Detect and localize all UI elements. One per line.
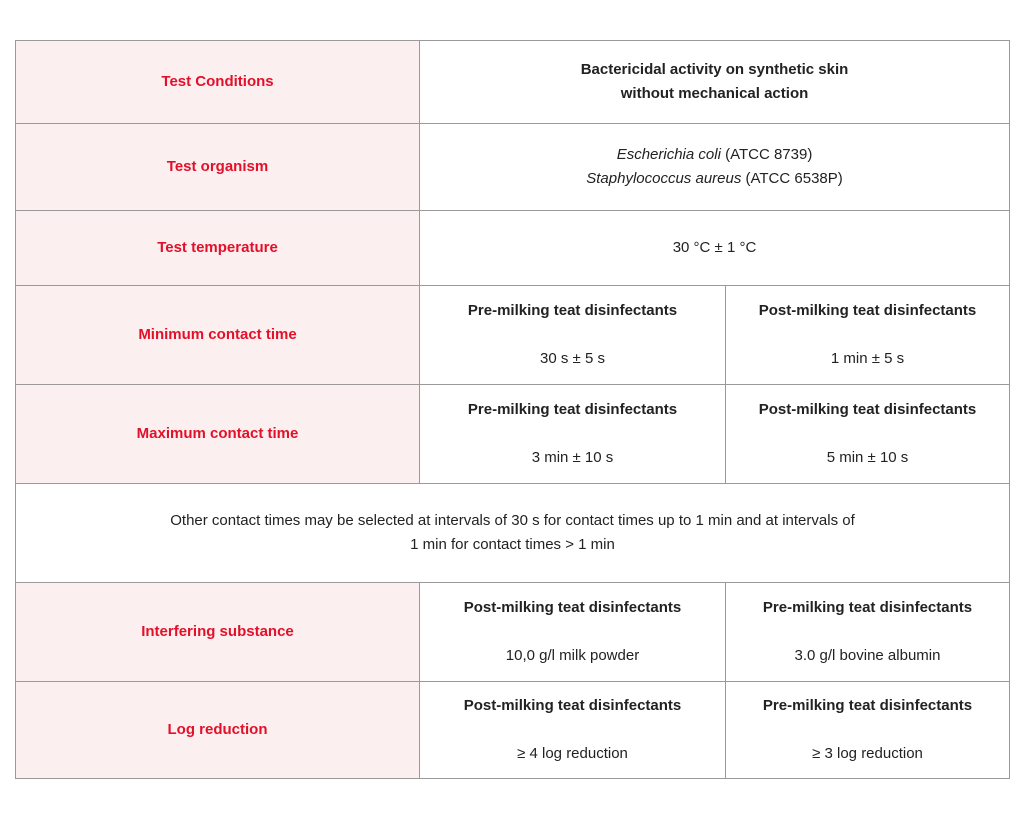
organism-2-name: Staphylococcus aureus bbox=[586, 170, 742, 187]
log-reduction-post-value: ≥ 4 log reduction bbox=[517, 745, 628, 762]
row-maximum-contact-time bbox=[16, 385, 1010, 484]
label-interfering-substance: Interfering substance bbox=[16, 583, 420, 682]
note-line-2: 1 min for contact times > 1 min bbox=[410, 536, 615, 553]
interfering-post-value: 10,0 g/l milk powder bbox=[505, 647, 640, 664]
max-contact-pre-value: 3 min ± 10 s bbox=[531, 449, 614, 466]
max-contact-pre-heading: Pre-milking teat disinfectants bbox=[467, 401, 678, 418]
label-test-organism: Test organism bbox=[16, 124, 420, 211]
row-log-reduction bbox=[16, 682, 1010, 779]
contact-time-note bbox=[16, 484, 1010, 583]
row-test-conditions bbox=[16, 41, 1010, 124]
value-test-conditions bbox=[420, 41, 1010, 124]
max-contact-post-milking-cell bbox=[726, 385, 1010, 484]
min-contact-post-heading: Post-milking teat disinfectants bbox=[758, 302, 977, 319]
row-test-temperature bbox=[16, 211, 1010, 286]
label-test-temperature: Test temperature bbox=[16, 211, 420, 286]
label-test-conditions: Test Conditions bbox=[16, 41, 420, 124]
row-minimum-contact-time bbox=[16, 286, 1010, 385]
min-contact-post-milking-cell bbox=[726, 286, 1010, 385]
max-contact-pre-milking-cell bbox=[420, 385, 726, 484]
organism-2-strain: (ATCC 6538P) bbox=[741, 170, 843, 187]
max-contact-post-heading: Post-milking teat disinfectants bbox=[758, 401, 977, 418]
conditions-line-1: Bactericidal activity on synthetic skin bbox=[580, 61, 849, 78]
interfering-pre-heading: Pre-milking teat disinfectants bbox=[762, 599, 973, 616]
label-log-reduction: Log reduction bbox=[16, 682, 420, 779]
label-maximum-contact-time: Maximum contact time bbox=[16, 385, 420, 484]
min-contact-pre-value: 30 s ± 5 s bbox=[540, 350, 605, 367]
log-reduction-pre-heading: Pre-milking teat disinfectants bbox=[762, 697, 973, 714]
log-reduction-post-heading: Post-milking teat disinfectants bbox=[463, 697, 682, 714]
log-reduction-post-milking-cell bbox=[420, 682, 726, 779]
conditions-line-2: without mechanical action bbox=[620, 85, 809, 102]
interfering-post-milking-cell bbox=[420, 583, 726, 682]
interfering-pre-value: 3.0 g/l bovine albumin bbox=[794, 647, 941, 664]
row-contact-time-note bbox=[16, 484, 1010, 583]
test-conditions-table bbox=[15, 40, 1010, 779]
row-test-organism bbox=[16, 124, 1010, 211]
min-contact-post-value: 1 min ± 5 s bbox=[830, 350, 905, 367]
log-reduction-pre-value: ≥ 3 log reduction bbox=[812, 745, 923, 762]
note-line-1: Other contact times may be selected at intervals of 30 s for contact times up to 1 min and at intervals of bbox=[170, 512, 855, 529]
label-minimum-contact-time: Minimum contact time bbox=[16, 286, 420, 385]
interfering-post-heading: Post-milking teat disinfectants bbox=[463, 599, 682, 616]
max-contact-post-value: 5 min ± 10 s bbox=[826, 449, 909, 466]
organism-1-name: Escherichia coli bbox=[616, 146, 721, 163]
organism-1-strain: (ATCC 8739) bbox=[720, 146, 813, 163]
interfering-pre-milking-cell bbox=[726, 583, 1010, 682]
value-test-organism bbox=[420, 124, 1010, 211]
log-reduction-pre-milking-cell bbox=[726, 682, 1010, 779]
value-test-temperature: 30 °C ± 1 °C bbox=[420, 211, 1010, 286]
row-interfering-substance bbox=[16, 583, 1010, 682]
min-contact-pre-heading: Pre-milking teat disinfectants bbox=[467, 302, 678, 319]
min-contact-pre-milking-cell bbox=[420, 286, 726, 385]
